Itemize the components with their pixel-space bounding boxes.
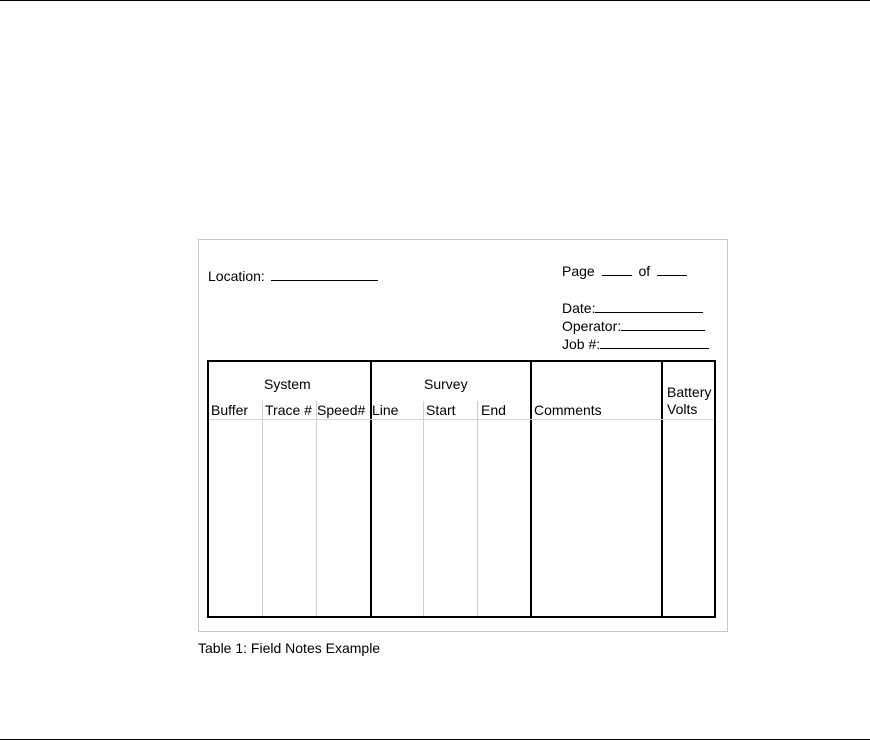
- trace-speed-divider: [316, 401, 317, 616]
- trace-column-header: Trace #: [265, 402, 312, 418]
- battery-header: Battery: [667, 384, 712, 400]
- survey-comments-divider: [530, 360, 532, 618]
- page-total-blank: [657, 263, 687, 276]
- survey-group-header: Survey: [424, 376, 468, 392]
- buffer-column-header: Buffer: [211, 402, 249, 418]
- start-column-header: Start: [426, 402, 456, 418]
- date-blank: [595, 300, 703, 313]
- page-blank: [602, 263, 632, 276]
- table-caption: Table 1: Field Notes Example: [198, 640, 381, 656]
- location-field: [208, 268, 378, 284]
- date-label: Date:: [562, 300, 596, 316]
- header-row-divider: [209, 419, 714, 420]
- comments-column-header: Comments: [534, 402, 602, 418]
- top-rule: [0, 0, 870, 1]
- page-label: Page: [562, 263, 595, 279]
- job-field: [562, 336, 709, 352]
- volts-header: Volts: [667, 401, 698, 417]
- start-end-divider: [477, 401, 478, 616]
- operator-blank: [621, 318, 705, 331]
- line-start-divider: [423, 401, 424, 616]
- buffer-trace-divider: [262, 401, 263, 616]
- speed-column-header: Speed#: [317, 402, 366, 418]
- job-blank: [600, 336, 709, 349]
- operator-label: Operator:: [562, 318, 622, 334]
- comments-battery-divider: [661, 360, 663, 618]
- date-field: [562, 300, 703, 316]
- system-group-header: System: [264, 376, 311, 392]
- field-notes-table: [207, 360, 716, 618]
- job-label: Job #:: [562, 336, 601, 352]
- location-label: Location:: [208, 268, 265, 284]
- line-column-header: Line: [372, 402, 399, 418]
- system-survey-divider: [370, 360, 372, 618]
- operator-field: [562, 318, 705, 334]
- of-label: of: [638, 263, 651, 279]
- end-column-header: End: [481, 402, 506, 418]
- location-blank: [271, 268, 378, 281]
- page-field: [562, 263, 687, 279]
